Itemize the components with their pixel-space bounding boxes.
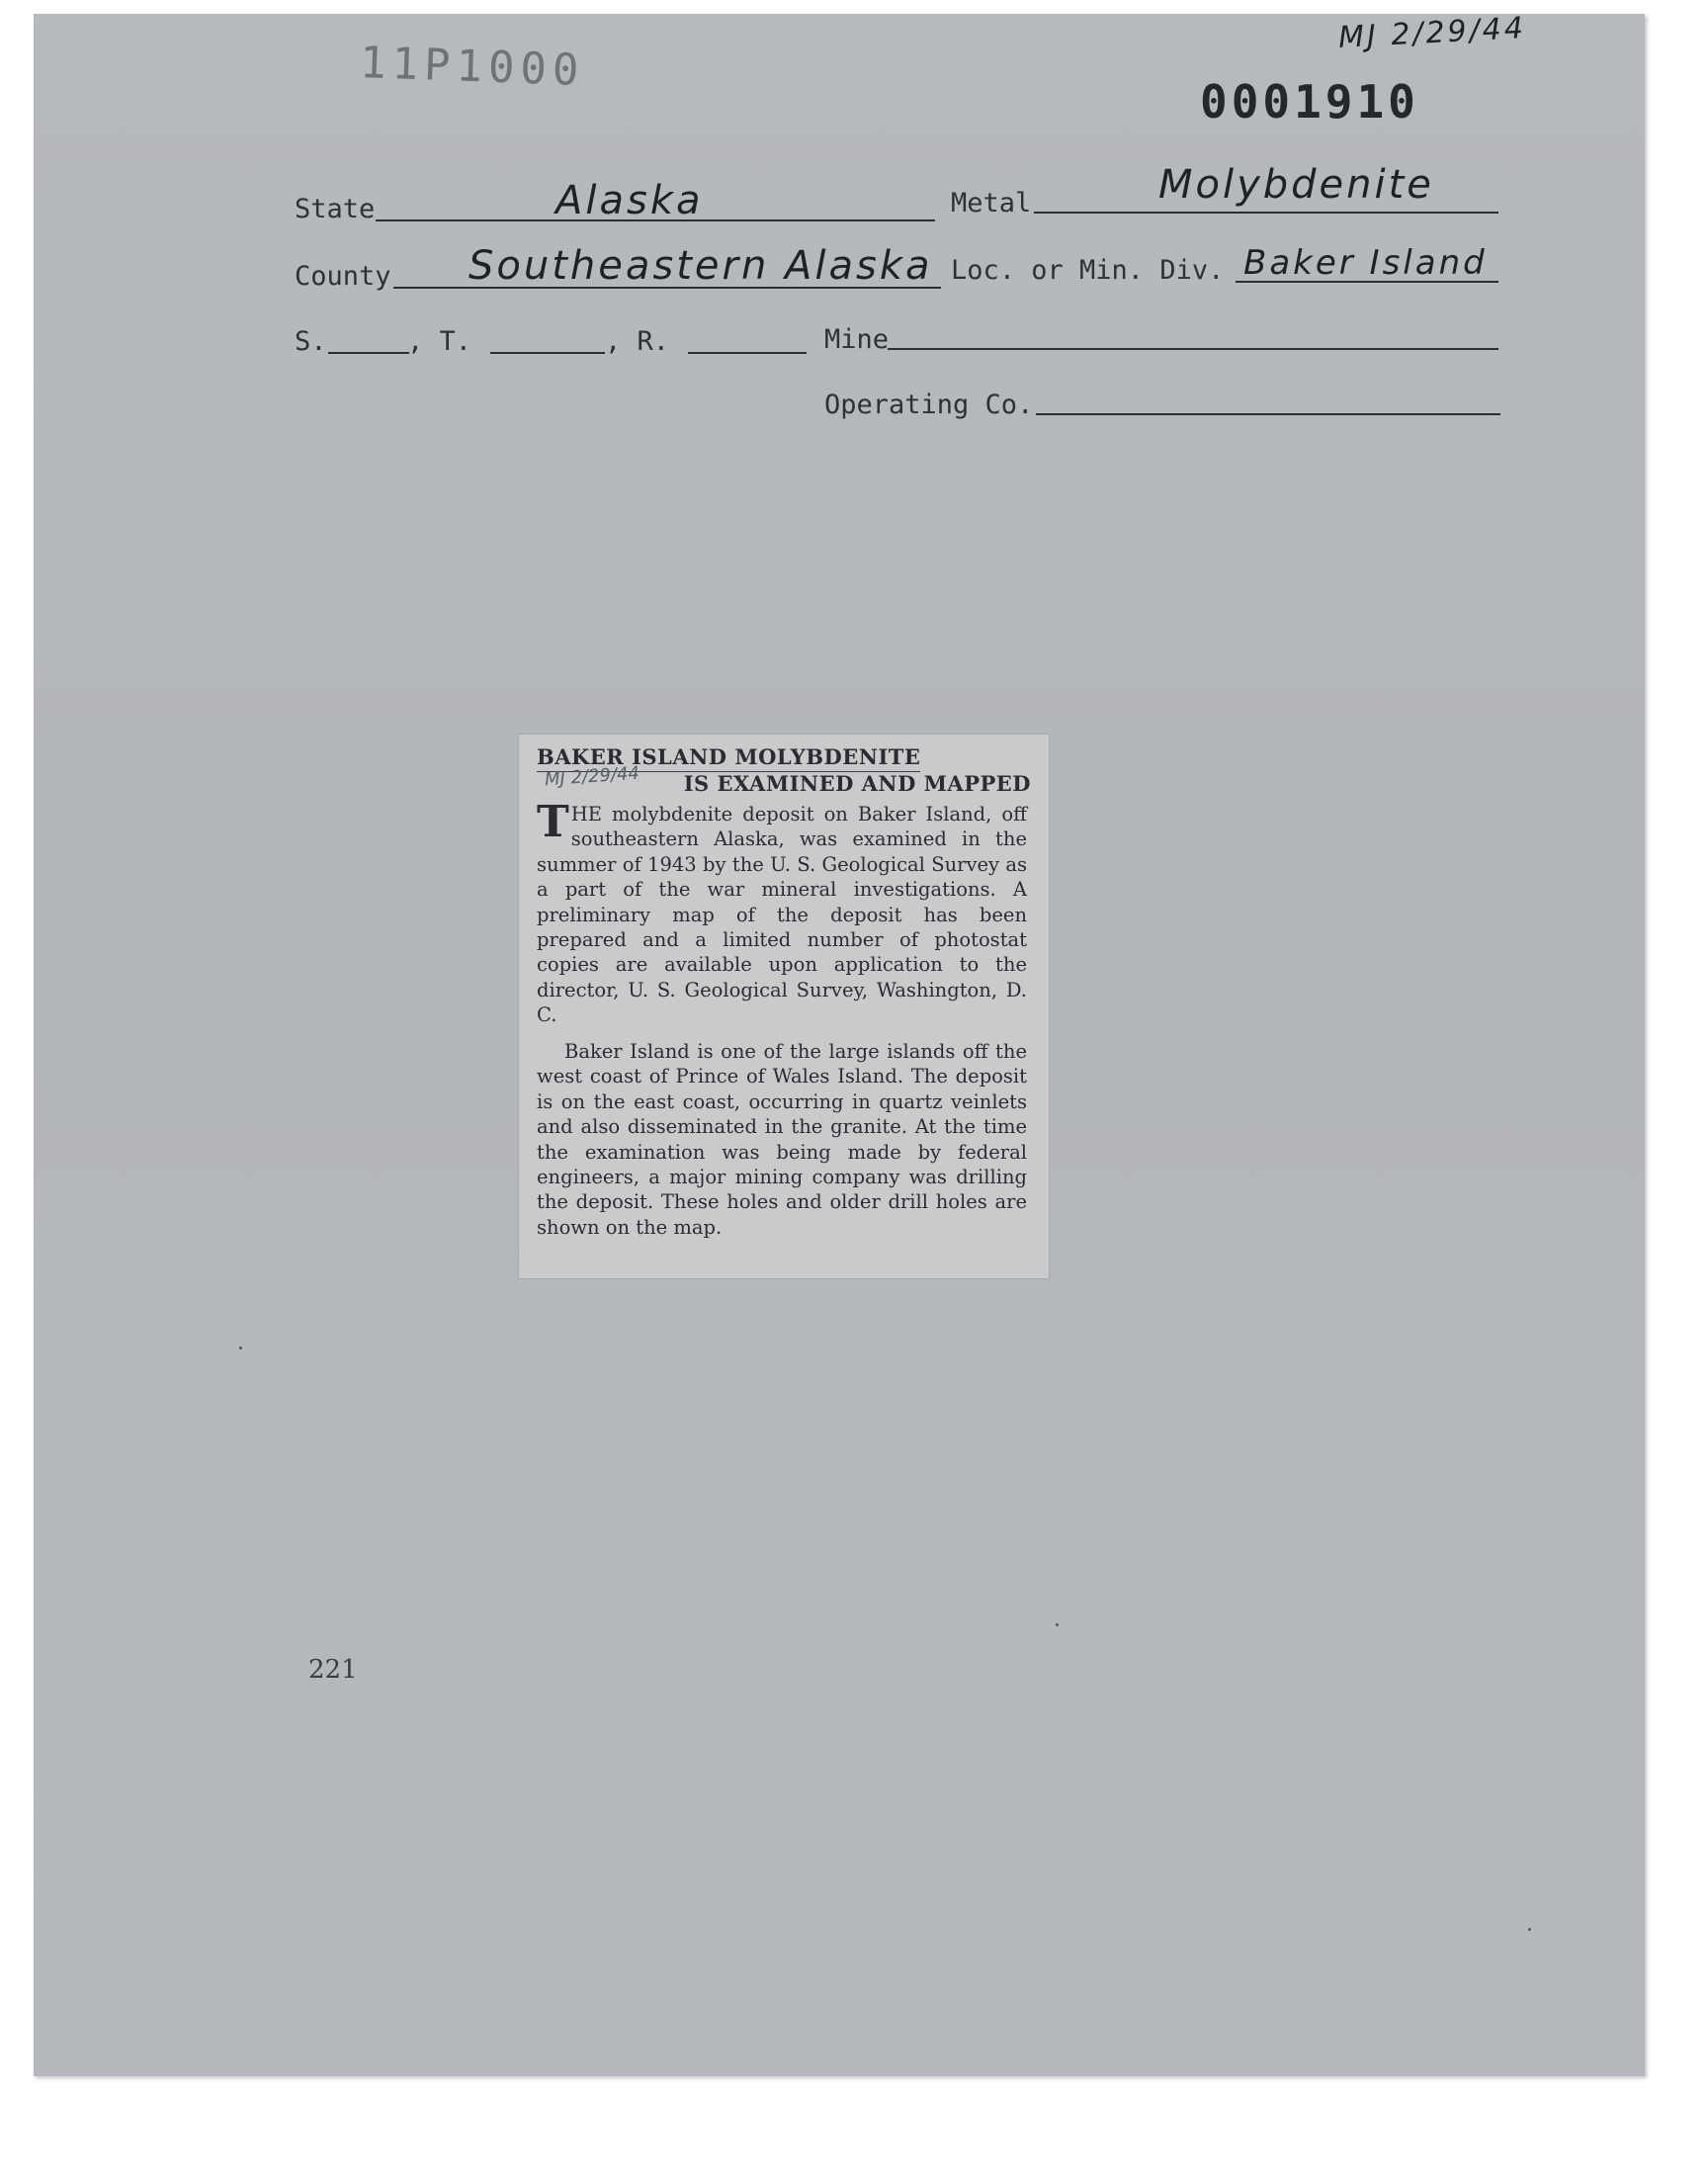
loc-label: Loc. or Min. Div.	[951, 255, 1225, 286]
clipping-title-line-2: IS EXAMINED AND MAPPED	[683, 771, 1031, 796]
section-label: S.	[295, 326, 327, 357]
operating-co-label: Operating Co.	[824, 390, 1034, 420]
township-underline	[490, 352, 605, 354]
handwritten-date: MJ 2/29/44	[1337, 11, 1527, 55]
record-number-stamp: 0001910	[1200, 75, 1419, 129]
county-label: County	[295, 261, 391, 292]
scan-speck	[239, 1347, 242, 1349]
loc-value: Baker Island	[1243, 243, 1488, 283]
section-underline	[328, 352, 409, 354]
metal-label: Metal	[951, 188, 1032, 218]
record-card	[34, 11, 1645, 2076]
dropcap-letter: T	[537, 797, 569, 847]
clipping-paragraph-2: Baker Island is one of the large islands off the west coast of Prince of Wales Island. The deposit is on the east coast, occurring in quartz veinlets and also disseminated in the granite. At the time the examination was being made by federal engineers, a major mining company was drilling the deposit. These holes and older drill holes are shown on the map.	[537, 1040, 1027, 1239]
range-underline	[688, 352, 807, 354]
newspaper-clipping	[518, 734, 1050, 1279]
clipping-paragraph-1	[537, 797, 1027, 1028]
scan-speck	[1056, 1623, 1059, 1626]
mine-label: Mine	[824, 324, 890, 355]
metal-value: Molybdenite	[1158, 162, 1434, 208]
metal-underline	[1034, 212, 1498, 214]
scan-speck	[1528, 1928, 1531, 1931]
range-label: , R.	[605, 326, 670, 357]
county-value: Southeastern Alaska	[469, 243, 933, 289]
state-value: Alaska	[555, 178, 704, 223]
clipping-handwritten-note: MJ 2/29/44	[544, 762, 640, 791]
old-file-number-stamp: 11P1000	[359, 38, 586, 96]
paragraph-1-text: HE molybdenite deposit on Baker Island, off southeastern Alaska, was examined in the summer of 1943 by the U. S. Geological Survey as a part of the war mineral investigations. A preliminary map of the deposit has been prepared and a limited number of photostat copies are available upon application to the director, U. S. Geological Survey, Washington, D. C.	[537, 803, 1027, 1027]
operating-co-underline	[1036, 413, 1500, 415]
state-label: State	[295, 194, 376, 224]
mine-underline	[888, 348, 1498, 350]
clipping-title-line-1: BAKER ISLAND MOLYBDENITE	[537, 744, 920, 772]
page-number: 221	[308, 1655, 358, 1685]
township-label: , T.	[407, 326, 472, 357]
